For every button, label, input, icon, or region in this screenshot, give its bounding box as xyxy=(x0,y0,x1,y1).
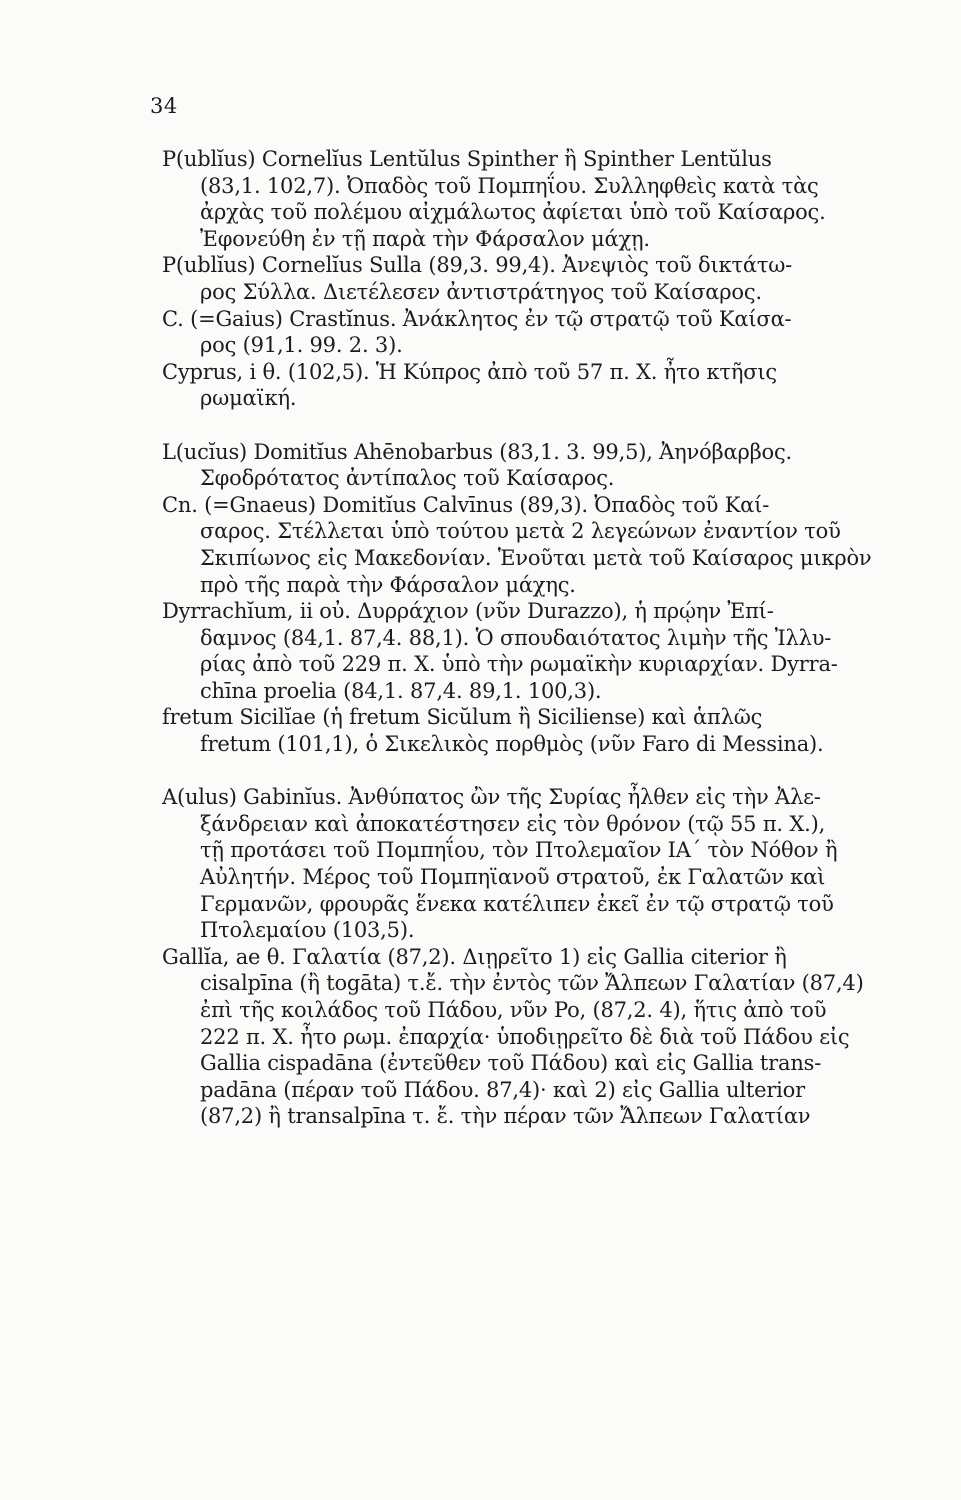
entry-continuation-line: ρος Σύλλα. Διετέλεσεν ἀντιστράτηγος τοῦ Καίσαρος. xyxy=(200,279,762,304)
entry-continuation-line: chīna proelia (84,1. 87,4. 89,1. 100,3). xyxy=(200,678,602,703)
entry-continuation-line: 222 π. Χ. ἦτο ρωμ. ἐπαρχία· ὑποδιῃρεῖτο δὲ διὰ τοῦ Πάδου εἰς xyxy=(200,1024,850,1049)
entry-continuation-line: cisalpīna (ἢ togāta) τ.ἔ. τὴν ἐντὸς τῶν Ἄλπεων Γαλατίαν (87,4) xyxy=(200,971,864,996)
glossary-entry xyxy=(162,359,884,412)
glossary-entry xyxy=(162,439,884,492)
glossary-entry xyxy=(162,944,884,1130)
entry-continuation-line: Σφοδρότατος ἀντίπαλος τοῦ Καίσαρος. xyxy=(200,466,615,491)
entry-continuation-line: Αὐλητήν. Μέρος τοῦ Πομπηϊανοῦ στρατοῦ, ἐκ Γαλατῶν καὶ xyxy=(200,865,826,890)
entry-continuation-line: πρὸ τῆς παρὰ τὴν Φάρσαλον μάχης. xyxy=(200,572,576,597)
entry-continuation-line: Ἐφονεύθη ἐν τῇ παρὰ τὴν Φάρσαλον μάχῃ. xyxy=(200,226,650,251)
entry-headline: C. (=Gaius) Crastĭnus. Ἀνάκλητος ἐν τῷ στρατῷ τοῦ Καίσα- xyxy=(162,306,792,331)
entry-continuation-line: (83,1. 102,7). Ὀπαδὸς τοῦ Πομπηΐου. Συλληφθεὶς κατὰ τὰς xyxy=(200,173,819,198)
glossary-entry xyxy=(162,146,884,252)
entry-headline: Cn. (=Gnaeus) Domitĭus Calvīnus (89,3). Ὀπαδὸς τοῦ Καί- xyxy=(162,492,770,517)
entry-headline: P(ublĭus) Cornelĭus Sulla (89,3. 99,4). Ἀνεψιὸς τοῦ δικτάτω- xyxy=(162,253,793,278)
entry-continuation-line: σαρος. Στέλλεται ὑπὸ τούτου μετὰ 2 λεγεώνων ἐναντίον τοῦ xyxy=(200,519,841,544)
entry-continuation-line: Gallia cispadāna (ἐντεῦθεν τοῦ Πάδου) καὶ εἰς Gallia trans- xyxy=(200,1051,822,1076)
glossary-entry xyxy=(162,492,884,598)
entry-headline: Gallĭa, ae θ. Γαλατία (87,2). Διῃρεῖτο 1) εἰς Gallia citerior ἢ xyxy=(162,944,787,969)
entry-continuation-line: Πτολεμαίου (103,5). xyxy=(200,918,415,943)
entry-continuation-line: ἐπὶ τῆς κοιλάδος τοῦ Πάδου, νῦν Po, (87,2. 4), ἥτις ἀπὸ τοῦ xyxy=(200,998,827,1022)
glossary-entry xyxy=(162,784,884,944)
entry-headline: Cyprus, i θ. (102,5). Ἡ Κύπρος ἀπὸ τοῦ 57 π. Χ. ἦτο κτῆσις xyxy=(162,359,777,384)
entry-continuation-line: Γερμανῶν, φρουρᾶς ἕνεκα κατέλιπεν ἐκεῖ ἐν τῷ στρατῷ τοῦ xyxy=(200,891,834,916)
entry-headline: fretum Sicilĭae (ἡ fretum Sicŭlum ἢ Siciliense) καὶ ἁπλῶς xyxy=(162,705,763,730)
entry-continuation-line: (87,2) ἢ transalpīna τ. ἔ. τὴν πέραν τῶν Ἄλπεων Γαλατίαν xyxy=(200,1104,811,1129)
entry-continuation-line: ἀρχὰς τοῦ πολέμου αἰχμάλωτος ἀφίεται ὑπὸ τοῦ Καίσαρος. xyxy=(200,200,826,225)
text-column xyxy=(162,146,884,1130)
page-number: 34 xyxy=(150,94,178,118)
entry-continuation-line: ρίας ἀπὸ τοῦ 229 π. Χ. ὑπὸ τὴν ρωμαϊκὴν κυριαρχίαν. Dyrra- xyxy=(200,652,838,677)
entry-headline: Dyrrachĭum, ii οὐ. Δυρράχιον (νῦν Durazzo), ἡ πρῴην Ἐπί- xyxy=(162,599,774,624)
glossary-entry xyxy=(162,306,884,359)
entry-continuation-line: ρωμαϊκή. xyxy=(200,386,297,411)
entry-continuation-line: Σκιπίωνος εἰς Μακεδονίαν. Ἑνοῦται μετὰ τοῦ Καίσαρος μικρὸν xyxy=(200,545,872,570)
entry-headline: L(ucĭus) Domitĭus Ahēnobarbus (83,1. 3. 99,5), Ἀηνόβαρβος. xyxy=(162,439,793,464)
entry-continuation-line: δαμνος (84,1. 87,4. 88,1). Ὁ σπουδαιότατος λιμὴν τῆς Ἰλλυ- xyxy=(200,625,832,650)
entry-headline: A(ulus) Gabinĭus. Ἀνθύπατος ὢν τῆς Συρίας ἦλθεν εἰς τὴν Ἀλε- xyxy=(162,785,821,810)
entry-continuation-line: fretum (101,1), ὁ Σικελικὸς πορθμὸς (νῦν Faro di Messina). xyxy=(200,732,824,757)
glossary-entry xyxy=(162,598,884,704)
entry-continuation-line: τῇ προτάσει τοῦ Πομπηΐου, τὸν Πτολεμαῖον ΙΑ΄ τὸν Νόθον ἢ xyxy=(200,838,838,863)
glossary-entry xyxy=(162,704,884,757)
glossary-entry xyxy=(162,252,884,305)
section-gap xyxy=(162,758,884,785)
section-gap xyxy=(162,412,884,439)
entry-headline: P(ublĭus) Cornelĭus Lentŭlus Spinther ἢ Spinther Lentŭlus xyxy=(162,147,772,171)
entry-continuation-line: ξάνδρειαν καὶ ἀποκατέστησεν εἰς τὸν θρόνον (τῷ 55 π. Χ.), xyxy=(200,811,826,836)
entry-continuation-line: ρος (91,1. 99. 2. 3). xyxy=(200,333,403,358)
entry-continuation-line: padāna (πέραν τοῦ Πάδου. 87,4)· καὶ 2) εἰς Gallia ulterior xyxy=(200,1077,805,1102)
